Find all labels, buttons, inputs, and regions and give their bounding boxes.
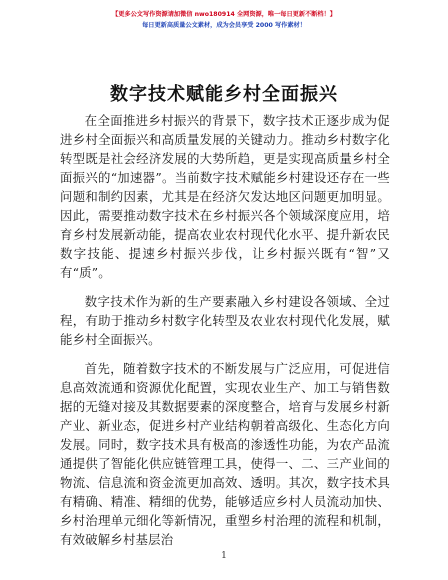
promo-line-wechat: 【更多公文写作资源请加微信 nwo180914 全网资源，唯一每日更新不断档！】	[112, 11, 336, 18]
document-title: 数字技术赋能乡村全面振兴	[110, 84, 338, 105]
page-number: 1	[221, 551, 227, 561]
promo-header	[0, 9, 448, 31]
document-body	[60, 111, 390, 559]
promo-line-membership: 每日更新高质量公文素材，成为会员享受 2000 写作素材！	[142, 22, 306, 29]
paragraph-summary: 数字技术作为新的生产要素融入乡村建设各领域、全过程，有助于推动乡村数字化转型及农业农村现代化发展，赋能乡村全面振兴。	[60, 294, 390, 347]
paragraph-first-point: 首先，随着数字技术的不断发展与广泛应用，可促进信息高效流通和资源优化配置，实现农业生产、加工与销售数据的无缝对接及其数据要素的深度整合，培育与发展乡村新产业、新业态，促进乡村产业结构朝着高级化、生态化方向发展。同时，数字技术具有极高的渗透性功能，为农产品流通提供了智能化供应链管理工具，使得一、二、三产业间的物流、信息流和资金流更加高效、透明。其次，数字技术具有精确、精准、精细的优势，能够适应乡村人员流动加快、乡村治理单元细化等新情况，重塑乡村治理的流程和机制，有效破解乡村基层治	[60, 361, 390, 547]
paragraph-intro: 在全面推进乡村振兴的背景下，数字技术正逐步成为促进乡村全面振兴和高质量发展的关键动力。推动乡村数字化转型既是社会经济发展的大势所趋，更是实现高质量乡村全面振兴的“加速器”。当前数字技术赋能乡村建设还存在一些问题和制约因素，尤其是在经济欠发达地区问题更加明显。因此，需要推动数字技术在乡村振兴各个领域深度应用，培育乡村发展新动能，提高农业农村现代化水平、提升新农民数字技能、提速乡村振兴步伐，让乡村振兴既有“智”又有“质”。	[60, 113, 390, 280]
